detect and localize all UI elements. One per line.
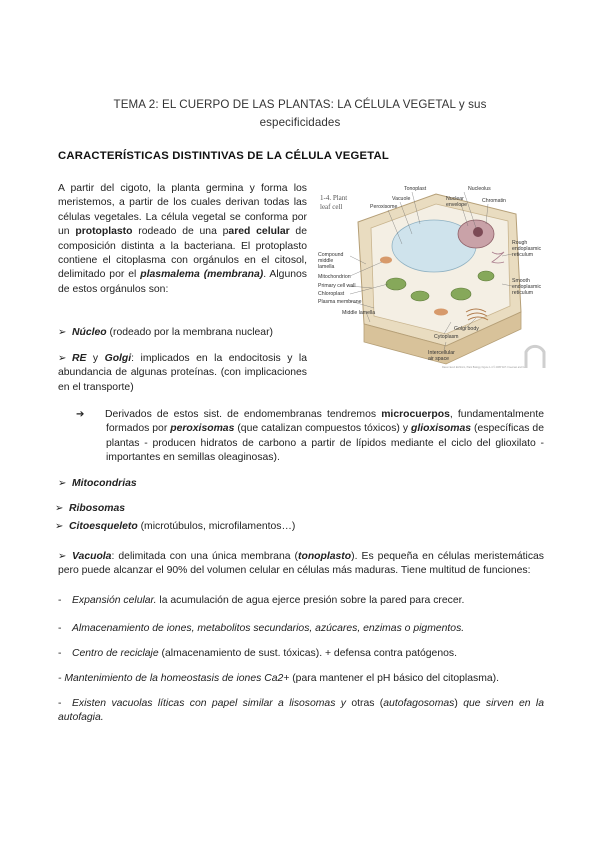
figure-title-2: leaf cell <box>320 203 343 211</box>
function-reciclaje-text: (almacenamiento de sust. tóxicas). + defensa contra patógenos. <box>158 648 457 659</box>
item-re-golgi <box>58 352 307 395</box>
chloroplast-shape <box>451 288 471 300</box>
function-almacenamiento <box>58 622 544 636</box>
label-tonoplast: Tonoplast <box>404 186 427 192</box>
figure-title-1: 1-4. Plant <box>320 194 348 202</box>
intro-text-1: A partir del cigoto, la planta germina y forma los meristemos, a partir de los cuales derivan todas las células vegetales. La célula vegetal se conforma por un <box>58 183 307 238</box>
derivados-text-4: (específicas de plantas - producen hidratos de carbono a partir de lípidos mediante el ciclo del glioxilato - importantes en semillas oleaginosas). <box>106 423 544 464</box>
item-vacuola <box>58 550 544 579</box>
nucleolus-shape <box>473 227 483 237</box>
label-primary-wall: Primary cell wall <box>318 283 356 289</box>
label-cytoplasm: Cytoplasm <box>434 334 459 340</box>
item-nucleo <box>58 326 273 340</box>
item-ribosomas <box>55 502 125 516</box>
item-mitocondrias <box>58 477 137 491</box>
label-smooth-er-2: endoplasmic <box>512 284 542 290</box>
intro-paragraph <box>58 182 307 297</box>
title-line-2: especificidades <box>259 116 341 129</box>
function-liticas-text-4: que sirven en la autofagia. <box>58 698 544 724</box>
label-chromatin: Chromatin <box>482 198 506 204</box>
term-golgi: Golgi <box>104 353 132 364</box>
term-re: RE <box>72 353 87 364</box>
bullet-arrow-right-icon: ➔ <box>76 409 85 420</box>
nucleo-desc: (rodeado por la membrana nuclear) <box>106 327 273 338</box>
label-peroxisome: Peroxisome <box>370 204 398 210</box>
label-chloroplast: Chloroplast <box>318 291 345 297</box>
bullet-arrow-icon: ➢ <box>58 478 67 489</box>
dash-bullet: - <box>58 698 62 709</box>
label-mitochondrion: Mitochondrion <box>318 274 351 280</box>
label-compound-3: lamella <box>318 264 335 270</box>
term-mitocondrias: Mitocondrias <box>72 478 137 489</box>
re-golgi-desc: : implicados en la endocitosis y la abundancia de algunas proteínas. (con implicaciones en el transporte) <box>58 353 307 393</box>
figure-credit: Raven Evert Eichhorn, Plant Biology, Figure 1-4 © 2005 W.H. Freeman and Co. <box>442 366 527 369</box>
bullet-arrow-icon: ➢ <box>55 521 64 532</box>
dash-bullet: - <box>58 648 62 659</box>
term-pared-celular: ared celular <box>228 226 290 238</box>
mitochondrion-shape <box>434 309 448 316</box>
watermark-arc-icon <box>526 346 544 368</box>
label-rough-er-3: reticulum <box>512 252 534 258</box>
term-tonoplasto: tonoplasto <box>298 551 352 562</box>
intro-text-3: de composición distinta a la bacteriana. El protoplasto contiene el citoplasma con orgánulos en el citosol, delimitado por el <box>58 226 307 281</box>
dash-bullet: - <box>58 623 62 634</box>
bullet-arrow-icon: ➢ <box>55 503 64 514</box>
label-smooth-er: Smooth <box>512 278 530 284</box>
function-liticas-text-2: otras ( <box>345 698 384 709</box>
title-line-1: TEMA 2: EL CUERPO DE LAS PLANTAS: LA CÉLULA VEGETAL y sus <box>113 98 487 111</box>
label-nuclear-envelope-2: envelope <box>446 202 468 208</box>
derivados-text-1: Derivados de estos sist. de endomembranas tendremos <box>105 409 382 420</box>
chloroplast-shape <box>478 271 494 281</box>
term-vacuola: Vacuola <box>72 551 112 562</box>
label-nucleolus: Nucleolus <box>468 186 491 192</box>
document-title <box>70 96 530 132</box>
function-almacenamiento-text: Almacenamiento de iones, metabolitos secundarios, azúcares, enzimas o pigmentos. <box>72 623 465 634</box>
dash-bullet: - <box>58 595 62 606</box>
term-nucleo: Núcleo <box>72 327 107 338</box>
label-compound: Compound <box>318 252 344 258</box>
item-derivados <box>76 408 544 466</box>
re-golgi-and: y <box>86 353 105 364</box>
label-middle-lamella: Middle lamella <box>342 310 376 316</box>
term-microcuerpos: microcuerpos <box>381 409 450 420</box>
bullet-arrow-icon: ➢ <box>58 551 67 562</box>
label-intercellular: Intercellular <box>428 350 455 356</box>
item-citoesqueleto <box>55 520 295 534</box>
label-rough-er-2: endoplasmic <box>512 246 542 252</box>
function-homeostasis-title: - Mantenimiento de la homeostasis de iones Ca2+ <box>58 673 290 684</box>
label-golgi-body: Golgi body <box>454 326 479 332</box>
function-expansion-text: la acumulación de agua ejerce presión sobre la pared para crecer. <box>156 595 465 606</box>
function-expansion <box>58 594 544 608</box>
label-rough-er: Rough <box>512 240 528 246</box>
label-smooth-er-3: reticulum <box>512 290 534 296</box>
term-autofagosomas: autofagosomas <box>383 698 455 709</box>
plant-cell-figure <box>316 184 546 370</box>
label-vacuole: Vacuole <box>392 196 411 202</box>
bullet-arrow-icon: ➢ <box>58 327 67 338</box>
function-reciclaje-title: Centro de reciclaje <box>72 648 159 659</box>
vacuola-text-2: ). Es pequeña en células meristemáticas pero puede alcanzar el 90% del volumen celular en células más maduras. Tiene multitud de funciones: <box>58 551 545 577</box>
citoesqueleto-desc: (microtúbulos, microfilamentos…) <box>137 521 296 532</box>
function-liticas-text-1: Existen vacuolas líticas con papel similar a lisosomas y <box>72 698 346 709</box>
term-peroxisomas: peroxisomas <box>170 423 235 435</box>
mitochondrion-shape <box>380 257 392 264</box>
section-heading: CARACTERÍSTICAS DISTINTIVAS DE LA CÉLULA VEGETAL <box>58 150 389 162</box>
term-protoplasto: protoplasto <box>75 226 133 238</box>
derivados-text-2: , fundamentalmente formados por <box>106 409 544 435</box>
function-reciclaje <box>58 647 544 661</box>
intro-text-2: rodeado de una p <box>132 226 229 238</box>
function-expansion-title: Expansión celular. <box>72 595 157 606</box>
function-homeostasis-text: (para mantener el pH básico del citoplasma). <box>289 673 499 684</box>
term-ribosomas: Ribosomas <box>69 503 126 514</box>
label-compound-2: middle <box>318 258 334 264</box>
derivados-text-3: (que catalizan compuestos tóxicos) y <box>234 423 411 435</box>
term-plasmalema: plasmalema (membrana) <box>140 269 264 281</box>
label-intercellular-2: air space <box>428 356 450 362</box>
function-liticas-text-3: ) <box>454 698 464 709</box>
term-glioxisomas: glioxisomas <box>411 423 472 435</box>
function-homeostasis <box>58 672 544 686</box>
intro-text-4: . Algunos de estos orgánulos son: <box>58 269 307 295</box>
label-plasma-membrane: Plasma membrane <box>318 299 362 305</box>
chloroplast-shape <box>411 291 429 301</box>
function-vacuolas-liticas <box>58 697 544 726</box>
chloroplast-shape <box>386 278 406 290</box>
bullet-arrow-icon: ➢ <box>58 353 67 364</box>
vacuola-text-1: : delimitada con una única membrana ( <box>111 551 299 562</box>
label-nuclear-envelope: Nuclear <box>446 196 464 202</box>
term-citoesqueleto: Citoesqueleto <box>69 521 138 532</box>
